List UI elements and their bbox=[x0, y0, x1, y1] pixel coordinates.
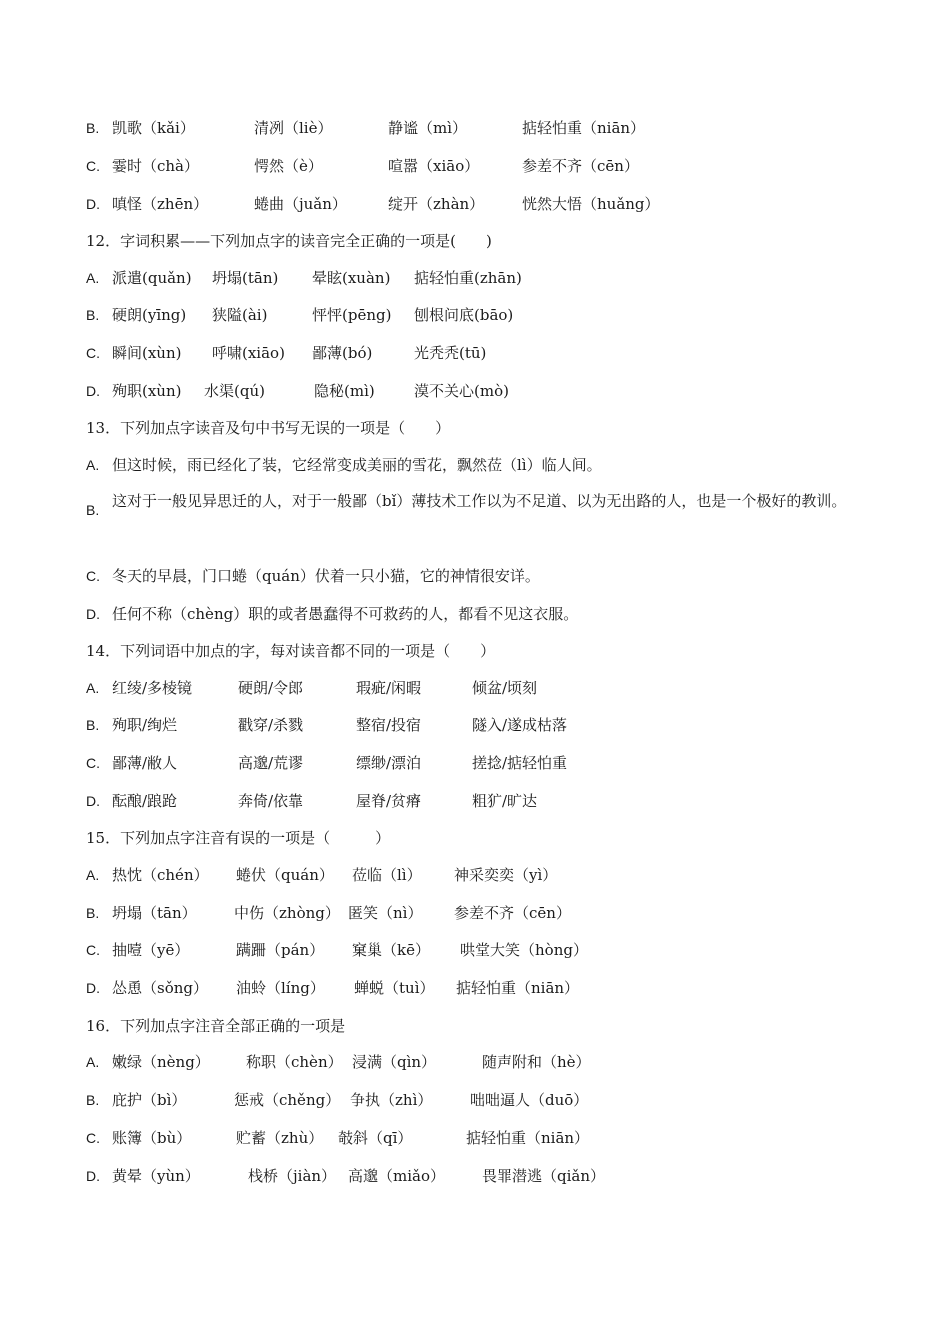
word-item: 惩戒（chěng） bbox=[234, 1091, 341, 1109]
word-item: 坍塌(tān) bbox=[212, 269, 279, 287]
word-item: 瞬间(xùn) bbox=[112, 344, 182, 362]
option-label: D. bbox=[86, 980, 100, 996]
word-item: 争执（zhì） bbox=[350, 1091, 433, 1109]
word-item: 黄晕（yùn） bbox=[112, 1167, 200, 1185]
word-item: 掂轻怕重（niān） bbox=[456, 979, 580, 997]
question-16: 16．下列加点字注音全部正确的一项是 bbox=[86, 1017, 346, 1035]
word-item: 坍塌（tān） bbox=[112, 904, 197, 922]
option-label: B. bbox=[86, 502, 100, 518]
word-item: 掂轻怕重(zhān) bbox=[414, 269, 522, 287]
word-item: 蜷伏（quán） bbox=[236, 866, 334, 884]
word-item: 莅临（lì） bbox=[352, 866, 422, 884]
option-text: 但这时候，雨已经化了装，它经常变成美丽的雪花，飘然莅（lì）临人间。 bbox=[112, 456, 602, 474]
word-item: 鄙薄/敝人 bbox=[112, 754, 178, 772]
word-item: 绽开（zhàn） bbox=[388, 195, 485, 213]
word-item: 鄙薄(bó) bbox=[312, 344, 373, 362]
question-13: 13．下列加点字读音及句中书写无误的一项是（ ） bbox=[86, 419, 451, 437]
option-label: C. bbox=[86, 568, 100, 584]
word-item: 整宿/投宿 bbox=[356, 716, 422, 734]
word-item: 静谧（mì） bbox=[388, 119, 468, 137]
word-item: 高邈（miǎo） bbox=[348, 1167, 445, 1185]
word-item: 攲斜（qī） bbox=[338, 1129, 413, 1147]
word-item: 霎时（chà） bbox=[112, 157, 200, 175]
word-item: 怂恿（sǒng） bbox=[112, 979, 208, 997]
word-item: 匿笑（nì） bbox=[348, 904, 423, 922]
option-label: D. bbox=[86, 383, 100, 399]
word-item: 恍然大悟（huǎng） bbox=[522, 195, 660, 213]
option-13B bbox=[86, 483, 862, 520]
word-item: 殉职/绚烂 bbox=[112, 716, 178, 734]
option-label: A. bbox=[86, 1054, 100, 1070]
word-item: 狭隘(ài) bbox=[212, 306, 268, 324]
option-label: B. bbox=[86, 717, 100, 733]
word-item: 嫩绿（nèng） bbox=[112, 1053, 210, 1071]
word-item: 喧嚣（xiāo） bbox=[388, 157, 480, 175]
word-item: 蜷曲（juǎn） bbox=[254, 195, 347, 213]
word-item: 殉职(xùn) bbox=[112, 382, 182, 400]
word-item: 倾盆/顷刻 bbox=[472, 679, 538, 697]
word-item: 屋脊/贫瘠 bbox=[356, 792, 422, 810]
word-item: 搓捻/掂轻怕重 bbox=[472, 754, 568, 772]
word-item: 账簿（bù） bbox=[112, 1129, 192, 1147]
option-text: 冬天的早晨，门口蜷（quán）伏着一只小猫，它的神情很安详。 bbox=[112, 567, 540, 585]
option-label: A. bbox=[86, 270, 100, 286]
word-item: 称职（chèn） bbox=[246, 1053, 343, 1071]
option-label: D. bbox=[86, 793, 100, 809]
option-label: C. bbox=[86, 755, 100, 771]
option-label: C. bbox=[86, 1130, 100, 1146]
option-label: C. bbox=[86, 942, 100, 958]
word-item: 硬朗(yīng) bbox=[112, 306, 187, 324]
word-item: 庇护（bì） bbox=[112, 1091, 187, 1109]
word-item: 掂轻怕重（niān） bbox=[522, 119, 646, 137]
word-item: 缥缈/漂泊 bbox=[356, 754, 422, 772]
option-label: D. bbox=[86, 1168, 100, 1184]
word-item: 奔倚/依靠 bbox=[238, 792, 304, 810]
word-item: 隐秘(mì) bbox=[314, 382, 375, 400]
word-item: 水渠(qú) bbox=[204, 382, 265, 400]
word-item: 酝酿/踉跄 bbox=[112, 792, 178, 810]
option-label: A. bbox=[86, 680, 100, 696]
word-item: 瑕疵/闲暇 bbox=[356, 679, 422, 697]
word-item: 红绫/多棱镜 bbox=[112, 679, 193, 697]
word-item: 哄堂大笑（hòng） bbox=[460, 941, 588, 959]
word-item: 贮蓄（zhù） bbox=[236, 1129, 324, 1147]
word-item: 隧入/遂成枯落 bbox=[472, 716, 568, 734]
word-item: 呼啸(xiāo) bbox=[212, 344, 285, 362]
word-item: 中伤（zhòng） bbox=[234, 904, 340, 922]
option-label: A. bbox=[86, 457, 100, 473]
word-item: 派遣(quǎn) bbox=[112, 269, 192, 287]
question-14: 14．下列词语中加点的字，每对读音都不同的一项是（ ） bbox=[86, 642, 496, 660]
option-label: C. bbox=[86, 345, 100, 361]
word-item: 参差不齐（cēn） bbox=[522, 157, 639, 175]
word-item: 栈桥（jiàn） bbox=[248, 1167, 337, 1185]
option-label: D. bbox=[86, 196, 100, 212]
word-item: 浸满（qìn） bbox=[352, 1053, 437, 1071]
word-item: 嗔怪（zhēn） bbox=[112, 195, 209, 213]
word-item: 蹒跚（pán） bbox=[236, 941, 325, 959]
word-item: 戳穿/杀戮 bbox=[238, 716, 304, 734]
word-item: 凯歌（kǎi） bbox=[112, 119, 195, 137]
word-item: 随声附和（hè） bbox=[482, 1053, 591, 1071]
word-item: 清冽（liè） bbox=[254, 119, 333, 137]
option-label: D. bbox=[86, 606, 100, 622]
word-item: 抽噎（yē） bbox=[112, 941, 190, 959]
option-label: B. bbox=[86, 905, 100, 921]
word-item: 畏罪潜逃（qiǎn） bbox=[482, 1167, 606, 1185]
option-label: A. bbox=[86, 867, 100, 883]
word-item: 油蛉（líng） bbox=[236, 979, 325, 997]
word-item: 刨根问底(bāo) bbox=[414, 306, 514, 324]
word-item: 光秃秃(tū) bbox=[414, 344, 487, 362]
option-label: B. bbox=[86, 307, 100, 323]
word-item: 粗犷/旷达 bbox=[472, 792, 538, 810]
word-item: 漠不关心(mò) bbox=[414, 382, 509, 400]
word-item: 掂轻怕重（niān） bbox=[466, 1129, 590, 1147]
word-item: 神采奕奕（yì） bbox=[454, 866, 558, 884]
word-item: 愕然（è） bbox=[254, 157, 323, 175]
word-item: 蝉蜕（tuì） bbox=[354, 979, 435, 997]
option-label: C. bbox=[86, 158, 100, 174]
word-item: 怦怦(pēng) bbox=[312, 306, 392, 324]
word-item: 晕眩(xuàn) bbox=[312, 269, 391, 287]
option-text: 这对于一般见异思迁的人，对于一般鄙（bǐ）薄技术工作以为不足道、以为无出路的人，也是一个极好的教训。 bbox=[112, 492, 847, 510]
question-12: 12．字词积累——下列加点字的读音完全正确的一项是( ) bbox=[86, 232, 492, 250]
word-item: 热忱（chén） bbox=[112, 866, 209, 884]
option-label: B. bbox=[86, 1092, 100, 1108]
option-text: 任何不称（chèng）职的或者愚蠢得不可救药的人，都看不见这衣服。 bbox=[112, 605, 579, 623]
question-15: 15．下列加点字注音有误的一项是（ ） bbox=[86, 829, 391, 847]
option-label: B. bbox=[86, 120, 100, 136]
word-item: 窠巢（kē） bbox=[352, 941, 430, 959]
word-item: 参差不齐（cēn） bbox=[454, 904, 571, 922]
word-item: 咄咄逼人（duō） bbox=[470, 1091, 589, 1109]
word-item: 高邈/荒谬 bbox=[238, 754, 304, 772]
word-item: 硬朗/令郎 bbox=[238, 679, 304, 697]
